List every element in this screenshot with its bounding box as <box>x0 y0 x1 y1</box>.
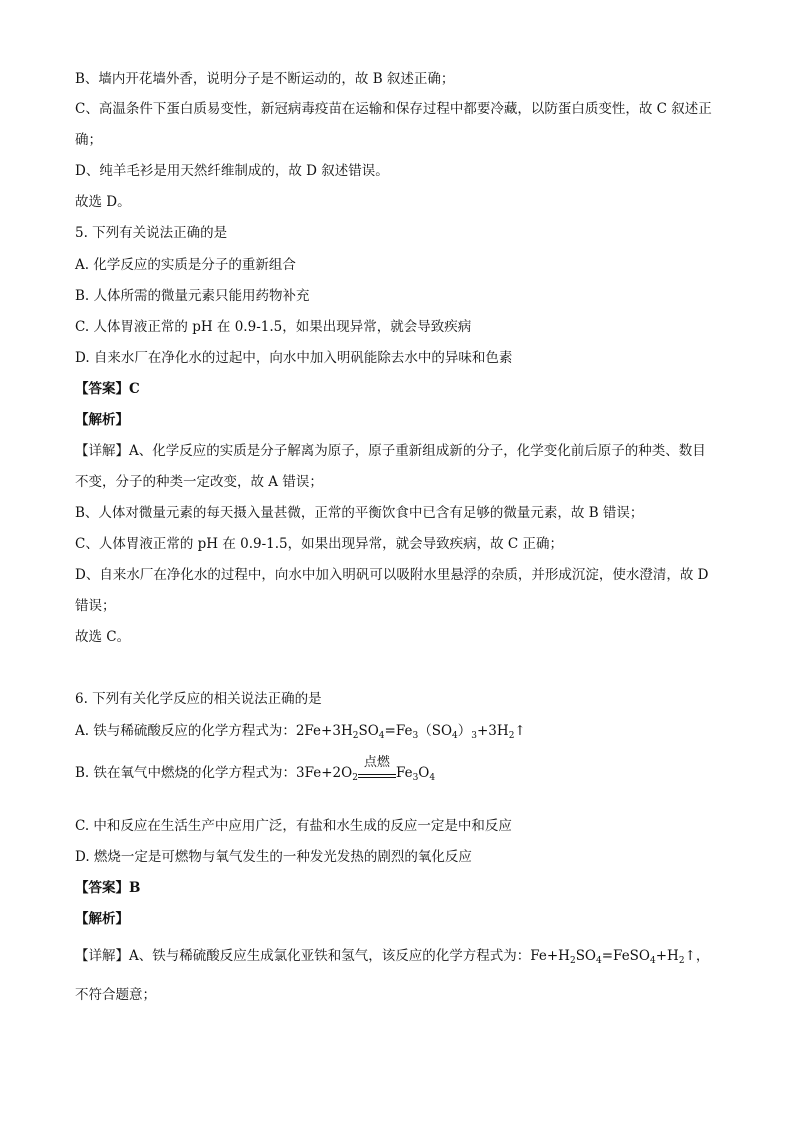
detail-line: 【详解】A、化学反应的实质是分子解离为原子，原子重新组成新的分子，化学变化前后原子的种类、数目 <box>75 443 706 459</box>
detail-line: 故选 C。 <box>75 629 131 645</box>
option-6b <box>75 755 436 788</box>
option-5b: B. 人体所需的微量元素只能用药物补充 <box>75 288 310 304</box>
text-line: 故选 D。 <box>75 194 131 210</box>
answer-6: 【答案】B <box>75 880 141 896</box>
option-6d: D. 燃烧一定是可燃物与氧气发生的一种发光发热的剧烈的氧化反应 <box>75 849 472 865</box>
detail-6-line <box>75 946 709 971</box>
text-line: C、高温条件下蛋白质易变性，新冠病毒疫苗在运输和保存过程中都要冷藏，以防蛋白质变性，故 C 叙述正 <box>75 101 712 117</box>
option-6a <box>75 721 526 746</box>
question-6: 6. 下列有关化学反应的相关说法正确的是 <box>75 691 322 707</box>
detail-line: 不符合题意； <box>75 987 156 1003</box>
detail-6-prefix: 【详解】A、铁与稀硫酸反应生成氯化亚铁和氢气，该反应的化学方程式为： <box>75 948 531 964</box>
option-5d: D. 自来水厂在净化水的过起中，向水中加入明矾能除去水中的异味和色素 <box>75 350 513 366</box>
text-line: B、墙内开花墙外香，说明分子是不断运动的，故 B 叙述正确； <box>75 71 455 87</box>
option-5a: A. 化学反应的实质是分子的重新组合 <box>75 257 296 273</box>
reaction-condition: 点燃 <box>363 755 390 770</box>
analysis-heading-5: 【解析】 <box>75 412 129 428</box>
detail-line: C、人体胃液正常的 pH 在 0.9-1.5，如果出现异常，就会导致疾病，故 C 正确； <box>75 536 564 552</box>
analysis-heading-6: 【解析】 <box>75 911 129 927</box>
detail-line: 错误； <box>75 598 116 614</box>
equation-6a: $2Fe+3H_2SO_4=Fe_3(SO_4)_3+3H_2↑$ <box>295 723 526 741</box>
detail-line: 不变，分子的种类一定改变，故 A 错误； <box>75 474 323 490</box>
detail-line: D、自来水厂在净化水的过程中，向水中加入明矾可以吸附水里悬浮的杂质，并形成沉淀，使水澄清，故 D <box>75 567 709 583</box>
equation-6-detail: $Fe+H_2SO_4=FeSO_4+H_2↑$， <box>530 948 710 966</box>
option-6c: C. 中和反应在生活生产中应用广泛，有盐和水生成的反应一定是中和反应 <box>75 818 512 834</box>
option-6a-prefix: A. 铁与稀硫酸反应的化学方程式为： <box>75 723 296 739</box>
text-line: 确； <box>75 132 102 148</box>
option-6b-prefix: B. 铁在氧气中燃烧的化学方程式为： <box>75 765 297 781</box>
equation-6b: $3Fe+2O_2$ 点燃 $Fe_3O_4$ <box>296 755 436 783</box>
reaction-condition-arrow <box>358 755 396 783</box>
text-line: D、纯羊毛衫是用天然纤维制成的，故 D 叙述错误。 <box>75 163 389 179</box>
option-5c: C. 人体胃液正常的 pH 在 0.9-1.5，如果出现异常，就会导致疾病 <box>75 319 472 335</box>
answer-5: 【答案】C <box>75 381 140 397</box>
detail-line: B、人体对微量元素的每天摄入量甚微，正常的平衡饮食中已含有足够的微量元素，故 B 错误； <box>75 505 644 521</box>
question-5: 5. 下列有关说法正确的是 <box>75 225 228 241</box>
